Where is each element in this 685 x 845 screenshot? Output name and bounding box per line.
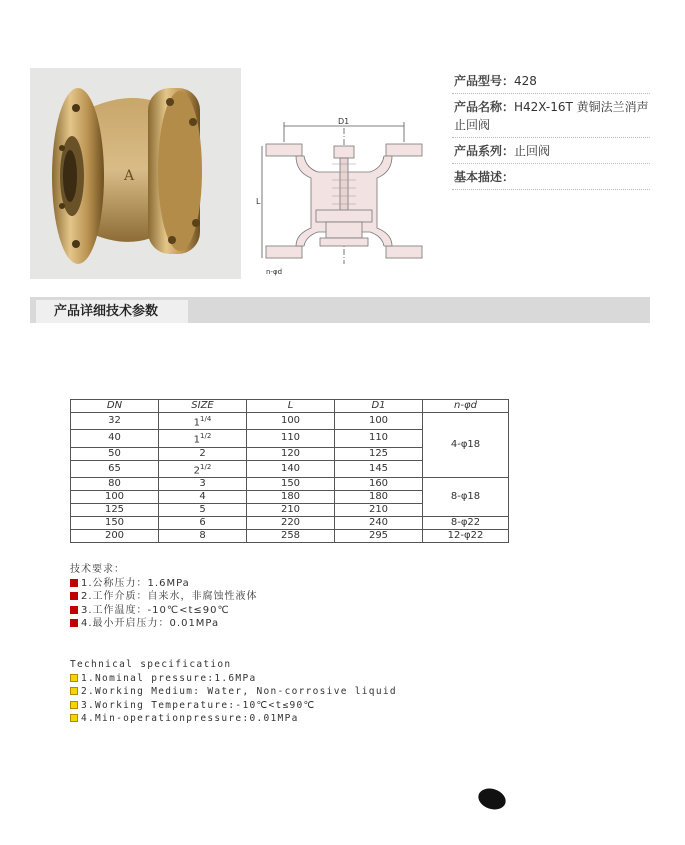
name-label: 产品名称： (454, 100, 515, 114)
cell-dn: 32 (71, 413, 159, 430)
product-series-row (452, 138, 650, 164)
cell-bolts: 4-φ18 (423, 413, 509, 478)
bolt-dimension-label: n-φd (266, 268, 283, 276)
cell-dn: 125 (71, 503, 159, 516)
cell-size: 3 (159, 477, 247, 490)
d1-dimension-label: D1 (338, 117, 350, 126)
en-requirements-title: Technical specification (70, 659, 232, 670)
cell-d1: 295 (335, 529, 423, 542)
cell-d1: 145 (335, 460, 423, 477)
header-d1: D1 (335, 400, 423, 413)
cn-requirement-item: 4.最小开启压力：0.01MPa (70, 617, 258, 631)
table-row (71, 529, 509, 542)
section-drawing (256, 112, 426, 280)
cell-d1: 110 (335, 430, 423, 447)
l-dimension-label: L (256, 197, 261, 206)
model-value: 428 (514, 74, 537, 88)
cell-dn: 65 (71, 460, 159, 477)
en-requirement-item: 3.Working Temperature:-10℃<t≤90℃ (70, 699, 397, 713)
red-square-bullet-icon (70, 606, 78, 614)
cell-size: $2^{1/2}$ (159, 460, 247, 477)
cell-size: 5 (159, 503, 247, 516)
cell-dn: 40 (71, 430, 159, 447)
cell-l: 100 (247, 413, 335, 430)
cell-l: 258 (247, 529, 335, 542)
cn-requirement-item: 3.工作温度：-10℃<t≤90℃ (70, 604, 258, 618)
cell-bolts: 8-φ18 (423, 477, 509, 516)
series-label: 产品系列： (454, 144, 515, 158)
name-value: H42X-16T 黄铜法兰消声止回阀 (454, 100, 649, 132)
yellow-square-bullet-icon (70, 687, 78, 695)
yellow-square-bullet-icon (70, 714, 78, 722)
en-requirements (70, 658, 397, 726)
cell-l: 150 (247, 477, 335, 490)
cell-l: 180 (247, 490, 335, 503)
cell-d1: 160 (335, 477, 423, 490)
red-square-bullet-icon (70, 579, 78, 587)
cell-d1: 210 (335, 503, 423, 516)
red-square-bullet-icon (70, 619, 78, 627)
cell-dn: 100 (71, 490, 159, 503)
cell-d1: 100 (335, 413, 423, 430)
cell-size: 6 (159, 516, 247, 529)
cell-d1: 180 (335, 490, 423, 503)
yellow-square-bullet-icon (70, 701, 78, 709)
cn-requirement-item: 2.工作介质：自来水，非腐蚀性液体 (70, 590, 258, 604)
cn-requirements (70, 563, 258, 631)
table-row (71, 413, 509, 430)
product-model-row (452, 68, 650, 94)
cell-l: 110 (247, 430, 335, 447)
product-description-row (452, 164, 650, 190)
cell-l: 120 (247, 447, 335, 460)
product-name-row (452, 94, 650, 138)
en-requirement-item: 2.Working Medium: Water, Non-corrosive liquid (70, 685, 397, 699)
cell-size: $1^{1/4}$ (159, 413, 247, 430)
cn-requirement-item: 1.公称压力：1.6MPa (70, 577, 258, 591)
cell-dn: 200 (71, 529, 159, 542)
model-label: 产品型号： (454, 74, 515, 88)
section-title-tab: 产品详细技术参数 (36, 300, 188, 323)
cell-l: 210 (247, 503, 335, 516)
header-l: L (247, 400, 335, 413)
cell-size: 8 (159, 529, 247, 542)
spec-table (70, 399, 509, 543)
svg-text:A: A (124, 168, 135, 184)
table-row (71, 477, 509, 490)
cell-dn: 150 (71, 516, 159, 529)
cell-l: 140 (247, 460, 335, 477)
cell-dn: 80 (71, 477, 159, 490)
ink-blot-mark (476, 785, 509, 813)
cell-dn: 50 (71, 447, 159, 460)
cell-size: 2 (159, 447, 247, 460)
en-requirement-item: 1.Nominal pressure:1.6MPa (70, 672, 397, 686)
cell-size: 4 (159, 490, 247, 503)
header-size: SIZE (159, 400, 247, 413)
cell-bolts: 8-φ22 (423, 516, 509, 529)
cell-d1: 125 (335, 447, 423, 460)
cell-bolts: 12-φ22 (423, 529, 509, 542)
table-header-row (71, 400, 509, 413)
yellow-square-bullet-icon (70, 674, 78, 682)
cell-size: $1^{1/2}$ (159, 430, 247, 447)
table-row (71, 516, 509, 529)
product-info (452, 68, 650, 190)
series-value: 止回阀 (514, 144, 551, 158)
description-label: 基本描述： (454, 170, 515, 184)
cn-requirements-title: 技术要求： (70, 564, 125, 575)
header-dn: DN (71, 400, 159, 413)
valve-photo-illustration (30, 68, 241, 279)
header-bolts: n-φd (423, 400, 509, 413)
cell-d1: 240 (335, 516, 423, 529)
product-photo (30, 68, 241, 279)
cell-l: 220 (247, 516, 335, 529)
valve-cross-section-diagram (256, 112, 426, 280)
red-square-bullet-icon (70, 592, 78, 600)
en-requirement-item: 4.Min-operationpressure:0.01MPa (70, 712, 397, 726)
